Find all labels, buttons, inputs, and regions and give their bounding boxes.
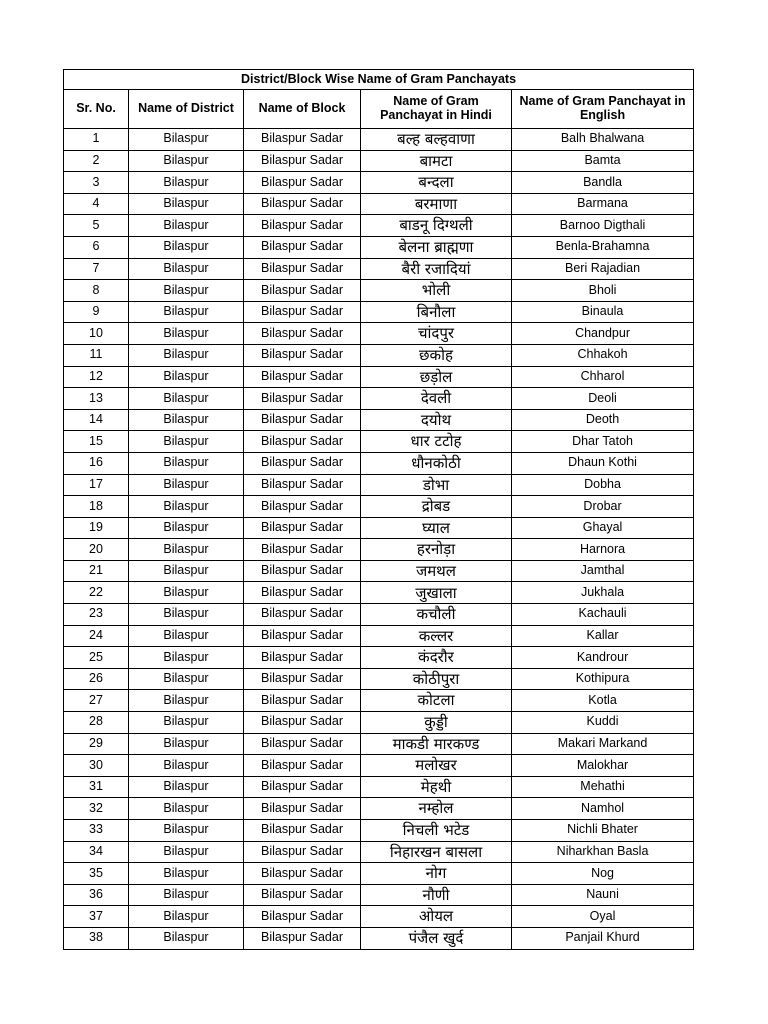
cell-block: Bilaspur Sadar: [244, 280, 361, 302]
cell-hindi-name: बिनौला: [361, 301, 512, 323]
cell-hindi-name: निहारखन बासला: [361, 841, 512, 863]
cell-block: Bilaspur Sadar: [244, 625, 361, 647]
table-row: [64, 258, 694, 280]
cell-english-name: Kandrour: [512, 647, 694, 669]
table-row: [64, 884, 694, 906]
cell-block: Bilaspur Sadar: [244, 539, 361, 561]
cell-hindi-name: ओयल: [361, 906, 512, 928]
cell-district: Bilaspur: [129, 604, 244, 626]
table-body: [64, 129, 694, 950]
cell-sr-no: 34: [64, 841, 129, 863]
cell-english-name: Nichli Bhater: [512, 820, 694, 842]
cell-english-name: Panjail Khurd: [512, 927, 694, 949]
cell-english-name: Barnoo Digthali: [512, 215, 694, 237]
cell-hindi-name: नोग: [361, 863, 512, 885]
cell-block: Bilaspur Sadar: [244, 150, 361, 172]
cell-sr-no: 8: [64, 280, 129, 302]
cell-hindi-name: माकडी मारकण्ड: [361, 733, 512, 755]
cell-block: Bilaspur Sadar: [244, 215, 361, 237]
cell-sr-no: 18: [64, 496, 129, 518]
cell-district: Bilaspur: [129, 776, 244, 798]
cell-sr-no: 38: [64, 927, 129, 949]
cell-block: Bilaspur Sadar: [244, 712, 361, 734]
cell-district: Bilaspur: [129, 129, 244, 151]
cell-english-name: Deoli: [512, 388, 694, 410]
table-row: [64, 820, 694, 842]
table-row: [64, 452, 694, 474]
cell-hindi-name: कंदरौर: [361, 647, 512, 669]
cell-block: Bilaspur Sadar: [244, 431, 361, 453]
cell-sr-no: 37: [64, 906, 129, 928]
table-row: [64, 560, 694, 582]
cell-block: Bilaspur Sadar: [244, 906, 361, 928]
cell-sr-no: 16: [64, 452, 129, 474]
table-row: [64, 301, 694, 323]
cell-hindi-name: कचौली: [361, 604, 512, 626]
cell-block: Bilaspur Sadar: [244, 366, 361, 388]
cell-english-name: Dhar Tatoh: [512, 431, 694, 453]
table-row: [64, 323, 694, 345]
cell-english-name: Oyal: [512, 906, 694, 928]
cell-sr-no: 1: [64, 129, 129, 151]
cell-hindi-name: नौणी: [361, 884, 512, 906]
cell-district: Bilaspur: [129, 150, 244, 172]
cell-sr-no: 11: [64, 344, 129, 366]
table-row: [64, 733, 694, 755]
cell-block: Bilaspur Sadar: [244, 647, 361, 669]
table-row: [64, 193, 694, 215]
cell-english-name: Drobar: [512, 496, 694, 518]
cell-english-name: Malokhar: [512, 755, 694, 777]
cell-hindi-name: बेलना ब्राह्मणा: [361, 236, 512, 258]
header-block: Name of Block: [244, 90, 361, 129]
cell-hindi-name: बाडनू दिग्थली: [361, 215, 512, 237]
cell-sr-no: 24: [64, 625, 129, 647]
cell-district: Bilaspur: [129, 625, 244, 647]
table-row: [64, 906, 694, 928]
cell-district: Bilaspur: [129, 496, 244, 518]
cell-block: Bilaspur Sadar: [244, 517, 361, 539]
cell-english-name: Dobha: [512, 474, 694, 496]
cell-hindi-name: छड़ोल: [361, 366, 512, 388]
cell-district: Bilaspur: [129, 927, 244, 949]
cell-district: Bilaspur: [129, 431, 244, 453]
cell-sr-no: 17: [64, 474, 129, 496]
table-row: [64, 280, 694, 302]
cell-block: Bilaspur Sadar: [244, 129, 361, 151]
cell-hindi-name: पंजैल खुर्द: [361, 927, 512, 949]
cell-english-name: Kuddi: [512, 712, 694, 734]
cell-district: Bilaspur: [129, 647, 244, 669]
cell-english-name: Nauni: [512, 884, 694, 906]
cell-sr-no: 14: [64, 409, 129, 431]
cell-block: Bilaspur Sadar: [244, 604, 361, 626]
table-row: [64, 150, 694, 172]
cell-block: Bilaspur Sadar: [244, 344, 361, 366]
cell-sr-no: 4: [64, 193, 129, 215]
cell-hindi-name: डोभा: [361, 474, 512, 496]
cell-block: Bilaspur Sadar: [244, 236, 361, 258]
cell-english-name: Binaula: [512, 301, 694, 323]
cell-hindi-name: मलोखर: [361, 755, 512, 777]
cell-hindi-name: नम्होल: [361, 798, 512, 820]
cell-block: Bilaspur Sadar: [244, 668, 361, 690]
cell-hindi-name: कोटला: [361, 690, 512, 712]
cell-district: Bilaspur: [129, 452, 244, 474]
cell-district: Bilaspur: [129, 820, 244, 842]
cell-block: Bilaspur Sadar: [244, 582, 361, 604]
cell-sr-no: 5: [64, 215, 129, 237]
cell-english-name: Barmana: [512, 193, 694, 215]
table-row: [64, 172, 694, 194]
cell-sr-no: 32: [64, 798, 129, 820]
cell-hindi-name: कल्लर: [361, 625, 512, 647]
cell-district: Bilaspur: [129, 193, 244, 215]
cell-english-name: Chharol: [512, 366, 694, 388]
cell-english-name: Makari Markand: [512, 733, 694, 755]
table-row: [64, 625, 694, 647]
cell-english-name: Mehathi: [512, 776, 694, 798]
cell-district: Bilaspur: [129, 884, 244, 906]
table-row: [64, 129, 694, 151]
cell-sr-no: 23: [64, 604, 129, 626]
cell-hindi-name: बैरी रजादियां: [361, 258, 512, 280]
cell-district: Bilaspur: [129, 582, 244, 604]
cell-hindi-name: द्रोबड: [361, 496, 512, 518]
cell-english-name: Bandla: [512, 172, 694, 194]
cell-english-name: Balh Bhalwana: [512, 129, 694, 151]
cell-block: Bilaspur Sadar: [244, 841, 361, 863]
header-english-name: Name of Gram Panchayat in English: [512, 90, 694, 129]
cell-sr-no: 6: [64, 236, 129, 258]
cell-district: Bilaspur: [129, 798, 244, 820]
table-row: [64, 409, 694, 431]
cell-district: Bilaspur: [129, 366, 244, 388]
cell-hindi-name: दयोथ: [361, 409, 512, 431]
cell-district: Bilaspur: [129, 236, 244, 258]
cell-block: Bilaspur Sadar: [244, 496, 361, 518]
cell-english-name: Benla-Brahamna: [512, 236, 694, 258]
table-row: [64, 431, 694, 453]
table-row: [64, 344, 694, 366]
cell-block: Bilaspur Sadar: [244, 690, 361, 712]
cell-district: Bilaspur: [129, 517, 244, 539]
cell-hindi-name: हरनोड़ा: [361, 539, 512, 561]
table-row: [64, 496, 694, 518]
cell-block: Bilaspur Sadar: [244, 927, 361, 949]
cell-english-name: Bamta: [512, 150, 694, 172]
cell-hindi-name: छकोह: [361, 344, 512, 366]
cell-sr-no: 10: [64, 323, 129, 345]
cell-district: Bilaspur: [129, 906, 244, 928]
cell-district: Bilaspur: [129, 668, 244, 690]
cell-sr-no: 19: [64, 517, 129, 539]
cell-block: Bilaspur Sadar: [244, 776, 361, 798]
table-row: [64, 690, 694, 712]
cell-district: Bilaspur: [129, 344, 244, 366]
cell-sr-no: 26: [64, 668, 129, 690]
cell-sr-no: 15: [64, 431, 129, 453]
cell-block: Bilaspur Sadar: [244, 755, 361, 777]
cell-english-name: Harnora: [512, 539, 694, 561]
cell-district: Bilaspur: [129, 172, 244, 194]
cell-block: Bilaspur Sadar: [244, 474, 361, 496]
table-row: [64, 539, 694, 561]
table-row: [64, 712, 694, 734]
cell-block: Bilaspur Sadar: [244, 258, 361, 280]
table-row: [64, 215, 694, 237]
cell-english-name: Jamthal: [512, 560, 694, 582]
cell-block: Bilaspur Sadar: [244, 409, 361, 431]
table-row: [64, 863, 694, 885]
table-row: [64, 366, 694, 388]
cell-hindi-name: जुखाला: [361, 582, 512, 604]
table-header-row: [64, 90, 694, 129]
cell-sr-no: 31: [64, 776, 129, 798]
cell-english-name: Chandpur: [512, 323, 694, 345]
cell-district: Bilaspur: [129, 841, 244, 863]
cell-english-name: Beri Rajadian: [512, 258, 694, 280]
cell-sr-no: 28: [64, 712, 129, 734]
gram-panchayat-table: [63, 69, 694, 950]
table-row: [64, 474, 694, 496]
cell-district: Bilaspur: [129, 560, 244, 582]
cell-hindi-name: भोली: [361, 280, 512, 302]
cell-english-name: Chhakoh: [512, 344, 694, 366]
cell-district: Bilaspur: [129, 863, 244, 885]
cell-district: Bilaspur: [129, 712, 244, 734]
cell-block: Bilaspur Sadar: [244, 172, 361, 194]
cell-sr-no: 2: [64, 150, 129, 172]
table-row: [64, 604, 694, 626]
cell-block: Bilaspur Sadar: [244, 452, 361, 474]
cell-district: Bilaspur: [129, 280, 244, 302]
cell-block: Bilaspur Sadar: [244, 884, 361, 906]
cell-sr-no: 3: [64, 172, 129, 194]
cell-english-name: Niharkhan Basla: [512, 841, 694, 863]
cell-district: Bilaspur: [129, 323, 244, 345]
table-row: [64, 755, 694, 777]
cell-district: Bilaspur: [129, 215, 244, 237]
cell-english-name: Kothipura: [512, 668, 694, 690]
cell-block: Bilaspur Sadar: [244, 820, 361, 842]
cell-hindi-name: जमथल: [361, 560, 512, 582]
cell-sr-no: 36: [64, 884, 129, 906]
cell-hindi-name: चांदपुर: [361, 323, 512, 345]
cell-sr-no: 33: [64, 820, 129, 842]
cell-block: Bilaspur Sadar: [244, 863, 361, 885]
cell-sr-no: 9: [64, 301, 129, 323]
cell-district: Bilaspur: [129, 539, 244, 561]
cell-sr-no: 29: [64, 733, 129, 755]
cell-hindi-name: कोठीपुरा: [361, 668, 512, 690]
cell-english-name: Jukhala: [512, 582, 694, 604]
cell-block: Bilaspur Sadar: [244, 733, 361, 755]
cell-hindi-name: धार टटोह: [361, 431, 512, 453]
cell-sr-no: 35: [64, 863, 129, 885]
cell-sr-no: 22: [64, 582, 129, 604]
table-row: [64, 517, 694, 539]
cell-district: Bilaspur: [129, 409, 244, 431]
cell-english-name: Bholi: [512, 280, 694, 302]
cell-hindi-name: बन्दला: [361, 172, 512, 194]
cell-block: Bilaspur Sadar: [244, 193, 361, 215]
cell-sr-no: 7: [64, 258, 129, 280]
cell-english-name: Deoth: [512, 409, 694, 431]
table-row: [64, 841, 694, 863]
cell-sr-no: 21: [64, 560, 129, 582]
cell-english-name: Kachauli: [512, 604, 694, 626]
cell-hindi-name: घ्याल: [361, 517, 512, 539]
cell-district: Bilaspur: [129, 301, 244, 323]
cell-district: Bilaspur: [129, 755, 244, 777]
cell-english-name: Kotla: [512, 690, 694, 712]
cell-sr-no: 27: [64, 690, 129, 712]
cell-sr-no: 20: [64, 539, 129, 561]
cell-english-name: Nog: [512, 863, 694, 885]
cell-hindi-name: बामटा: [361, 150, 512, 172]
table-row: [64, 388, 694, 410]
cell-block: Bilaspur Sadar: [244, 798, 361, 820]
cell-english-name: Dhaun Kothi: [512, 452, 694, 474]
cell-hindi-name: मेहथी: [361, 776, 512, 798]
table-row: [64, 236, 694, 258]
cell-hindi-name: देवली: [361, 388, 512, 410]
table-row: [64, 582, 694, 604]
cell-district: Bilaspur: [129, 388, 244, 410]
cell-hindi-name: बल्ह बल्हवाणा: [361, 129, 512, 151]
cell-block: Bilaspur Sadar: [244, 560, 361, 582]
table-row: [64, 798, 694, 820]
table-row: [64, 927, 694, 949]
cell-district: Bilaspur: [129, 474, 244, 496]
cell-english-name: Kallar: [512, 625, 694, 647]
cell-sr-no: 12: [64, 366, 129, 388]
table-title: District/Block Wise Name of Gram Panchayats: [64, 70, 694, 90]
cell-english-name: Namhol: [512, 798, 694, 820]
header-district: Name of District: [129, 90, 244, 129]
cell-sr-no: 25: [64, 647, 129, 669]
cell-district: Bilaspur: [129, 258, 244, 280]
table-row: [64, 668, 694, 690]
cell-hindi-name: बरमाणा: [361, 193, 512, 215]
header-sr-no: Sr. No.: [64, 90, 129, 129]
cell-district: Bilaspur: [129, 733, 244, 755]
cell-sr-no: 13: [64, 388, 129, 410]
cell-block: Bilaspur Sadar: [244, 388, 361, 410]
cell-block: Bilaspur Sadar: [244, 301, 361, 323]
cell-district: Bilaspur: [129, 690, 244, 712]
table-row: [64, 647, 694, 669]
cell-hindi-name: निचली भटेड: [361, 820, 512, 842]
cell-hindi-name: धौनकोठी: [361, 452, 512, 474]
cell-english-name: Ghayal: [512, 517, 694, 539]
cell-block: Bilaspur Sadar: [244, 323, 361, 345]
cell-sr-no: 30: [64, 755, 129, 777]
table-title-row: [64, 70, 694, 90]
table-row: [64, 776, 694, 798]
cell-hindi-name: कुड्डी: [361, 712, 512, 734]
header-hindi-name: Name of Gram Panchayat in Hindi: [361, 90, 512, 129]
